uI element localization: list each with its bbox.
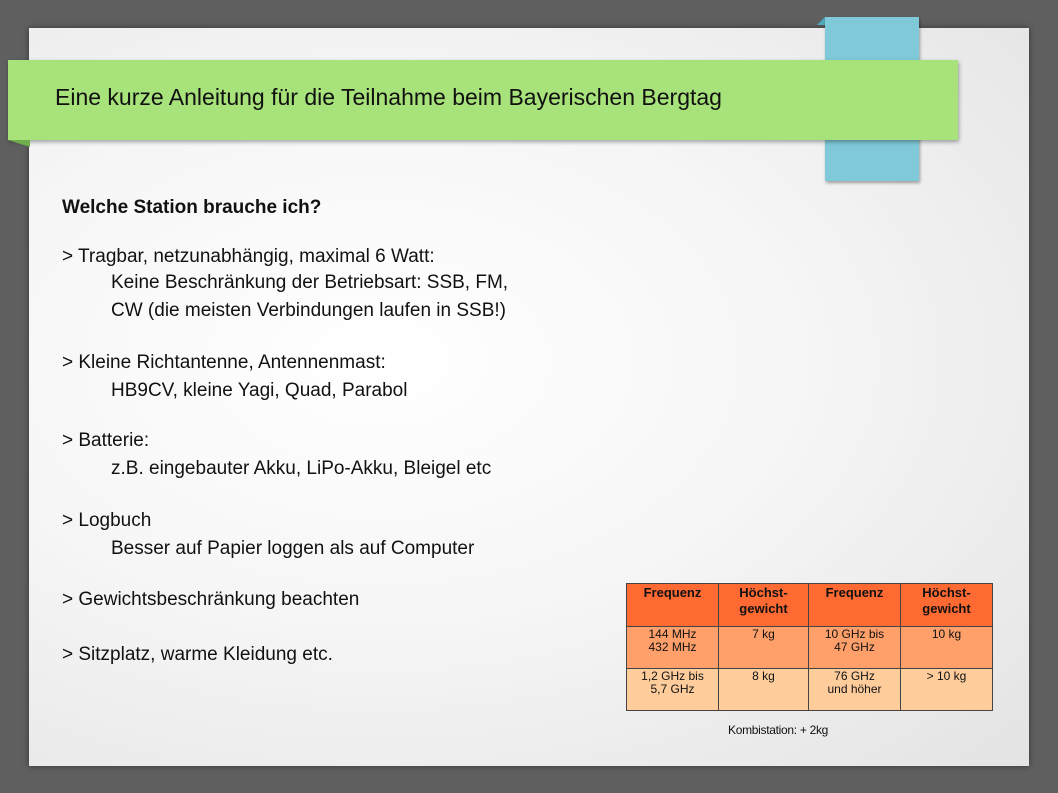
table-header-cell: Frequenz	[809, 584, 901, 627]
item-6-lead: > Sitzplatz, warme Kleidung etc.	[62, 644, 333, 665]
weight-limit-table	[626, 583, 993, 711]
table-cell: 10 kg	[901, 627, 993, 669]
item-5-lead: > Gewichtsbeschränkung beachten	[62, 589, 360, 610]
table-header-cell: Frequenz	[627, 584, 719, 627]
weight-table-wrap	[626, 583, 993, 711]
slide-title: Eine kurze Anleitung für die Teilnahme beim Bayerischen Bergtag	[55, 84, 722, 110]
table-cell: 76 GHz und höher	[809, 669, 901, 711]
table-cell: > 10 kg	[901, 669, 993, 711]
section-heading: Welche Station brauche ich?	[62, 197, 322, 218]
item-4-line-1: Besser auf Papier loggen als auf Computer	[111, 538, 475, 559]
item-1-line-2: CW (die meisten Verbindungen laufen in SSB!)	[111, 300, 506, 321]
table-cell: 8 kg	[719, 669, 809, 711]
title-band-fold	[8, 140, 30, 147]
table-header-cell: Höchst- gewicht	[901, 584, 993, 627]
table-row	[627, 627, 993, 669]
item-4-lead: > Logbuch	[62, 510, 152, 531]
item-2-lead: > Kleine Richtantenne, Antennenmast:	[62, 352, 386, 373]
item-1-line-1: Keine Beschränkung der Betriebsart: SSB, FM,	[111, 272, 509, 293]
table-cell: 1,2 GHz bis 5,7 GHz	[627, 669, 719, 711]
item-3-line-1: z.B. eingebauter Akku, LiPo-Akku, Bleigel etc	[111, 458, 492, 479]
table-header-row	[627, 584, 993, 627]
table-footnote: Kombistation: + 2kg	[728, 723, 829, 737]
item-3-lead: > Batterie:	[62, 430, 150, 451]
item-1-lead: > Tragbar, netzunabhängig, maximal 6 Watt:	[62, 246, 435, 267]
blue-tab-fold	[817, 17, 825, 25]
table-cell: 144 MHz 432 MHz	[627, 627, 719, 669]
table-row	[627, 669, 993, 711]
item-2-line-1: HB9CV, kleine Yagi, Quad, Parabol	[111, 380, 408, 401]
table-header-cell: Höchst- gewicht	[719, 584, 809, 627]
table-cell: 7 kg	[719, 627, 809, 669]
table-cell: 10 GHz bis 47 GHz	[809, 627, 901, 669]
